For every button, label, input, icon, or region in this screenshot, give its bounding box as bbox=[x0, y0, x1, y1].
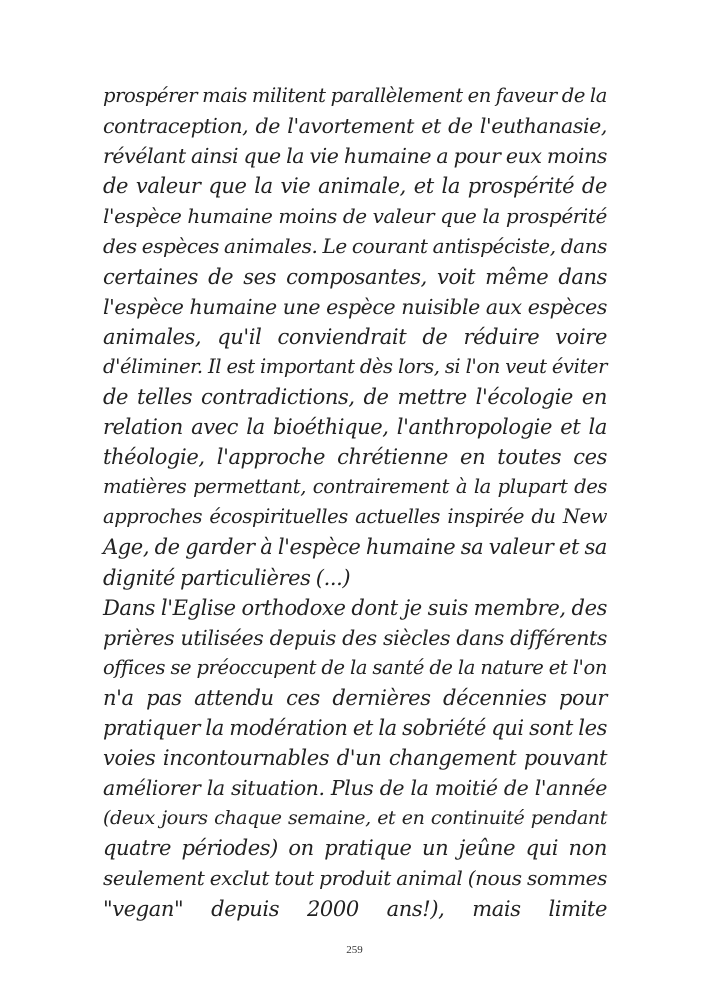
paragraph-end-line: dignité particulières (...) bbox=[103, 565, 351, 590]
text-line: d'éliminer. Il est important dès lors, si l'on veut éviter bbox=[103, 354, 607, 378]
text-line: l'espèce humaine moins de valeur que la prospérité bbox=[103, 204, 607, 229]
text-line: des espèces animales. Le courant antispéciste, dans bbox=[103, 234, 607, 259]
text-line: de telles contradictions, de mettre l'écologie en bbox=[103, 384, 607, 409]
text-line: prospérer mais militent parallèlement en faveur de la bbox=[103, 84, 607, 107]
text-line: (deux jours chaque semaine, et en continuité pendant bbox=[103, 807, 607, 830]
text-line: seulement exclut tout produit animal (nous sommes bbox=[103, 866, 607, 891]
text-line: prières utilisées depuis des siècles dans différents bbox=[103, 625, 607, 650]
text-line: contraception, de l'avortement et de l'euthanasie, bbox=[103, 114, 607, 139]
text-line: approches écospirituelles actuelles inspirée du New bbox=[103, 505, 607, 529]
text-line: théologie, l'approche chrétienne en toutes ces bbox=[103, 445, 607, 470]
text-line: Age, de garder à l'espèce humaine sa valeur et sa bbox=[103, 535, 607, 560]
body-text bbox=[103, 81, 607, 924]
text-line: "vegan" depuis 2000 ans!), mais limite bbox=[103, 896, 607, 921]
text-line: offices se préoccupent de la santé de la nature et l'on bbox=[103, 655, 607, 679]
text-line: révélant ainsi que la vie humaine a pour eux moins bbox=[103, 144, 607, 169]
text-line: Dans l'Eglise orthodoxe dont je suis membre, des bbox=[103, 595, 607, 620]
page-number: 259 bbox=[346, 944, 363, 956]
text-line: améliorer la situation. Plus de la moitié de l'année bbox=[103, 776, 607, 801]
text-line: l'espèce humaine une espèce nuisible aux espèces bbox=[103, 294, 607, 319]
text-line: relation avec la bioéthique, l'anthropologie et la bbox=[103, 415, 607, 440]
text-line: matières permettant, contrairement à la plupart des bbox=[103, 475, 607, 499]
text-line: voies incontournables d'un changement pouvant bbox=[103, 746, 607, 771]
text-line: certaines de ses composantes, voit même dans bbox=[103, 264, 607, 289]
text-line: quatre périodes) on pratique un jeûne qui non bbox=[103, 836, 607, 861]
text-line: de valeur que la vie animale, et la prospérité de bbox=[103, 174, 607, 199]
text-line: pratiquer la modération et la sobriété qui sont les bbox=[103, 715, 607, 740]
text-line: animales, qu'il conviendrait de réduire voire bbox=[103, 324, 607, 349]
text-line: n'a pas attendu ces dernières décennies pour bbox=[103, 685, 607, 710]
